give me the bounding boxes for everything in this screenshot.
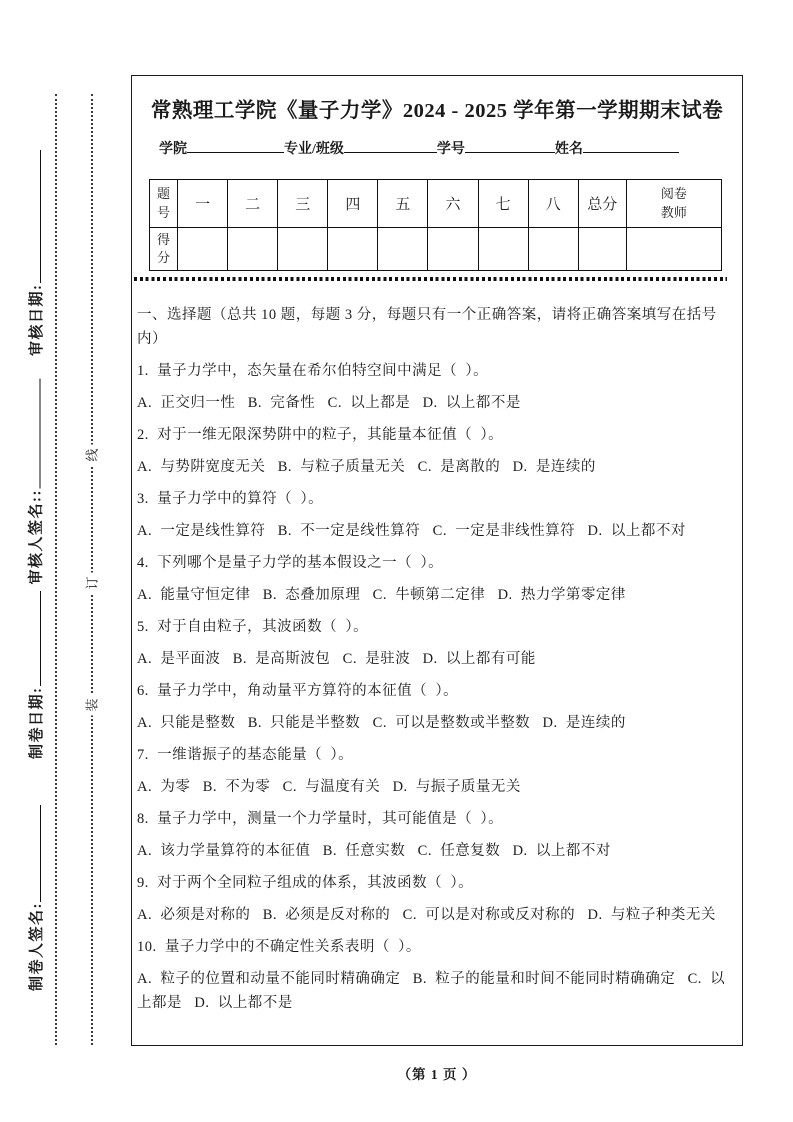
field-label-student-id: 学号 (436, 142, 465, 157)
field-label-college: 学院 (159, 142, 187, 157)
binding-char-bind: 装 (85, 694, 100, 715)
question-text: 4. 下列哪个是量子力学的基本假设之一（ ）。 (137, 555, 444, 571)
field-blank-major-class (344, 138, 437, 153)
score-cell (528, 228, 578, 271)
questions-area (137, 303, 726, 1015)
question-options: A. 与势阱宽度无关 B. 与粒子质量无关 C. 是离散的 D. 是连续的 (137, 459, 596, 475)
question-text: 8. 量子力学中，测量一个力学量时，其可能值是（ ）。 (137, 811, 504, 827)
blank-line (27, 151, 41, 284)
question-text: 5. 对于自由粒子，其波函数（ ）。 (137, 619, 369, 635)
margin-label-paper-maker-signature (27, 801, 47, 991)
exam-title: 常熟理工学院《量子力学》2024 - 2025 学年第一学期期末试卷 (150, 100, 724, 122)
column-header: 三 (278, 180, 328, 228)
score-cell (178, 228, 228, 271)
question-options: A. 是平面波 B. 是高斯波包 C. 是驻波 D. 以上都有可能 (137, 651, 536, 667)
margin-label-text: 审核日期: (29, 283, 45, 356)
exam-content-box (131, 75, 743, 1046)
column-header: 五 (378, 180, 428, 228)
score-cell-grader (626, 228, 721, 271)
blank-line (27, 379, 41, 489)
score-header: 得 分 (150, 228, 178, 271)
question-text: 9. 对于两个全同粒子组成的体系，其波函数（ ）。 (137, 875, 474, 891)
score-cell (378, 228, 428, 271)
binding-dotted-line-inner (91, 94, 93, 1045)
score-table-header-row (150, 180, 722, 228)
column-header: 六 (428, 180, 478, 228)
question-text: 10. 量子力学中的不确定性关系表明（ ）。 (137, 939, 421, 955)
score-table (149, 179, 722, 271)
binding-dotted-line-outer (55, 94, 57, 1045)
field-blank-student-id (465, 138, 555, 153)
column-header: 一 (178, 180, 228, 228)
grader-header: 阅卷 教师 (626, 180, 721, 228)
column-header: 七 (478, 180, 528, 228)
question-text: 6. 量子力学中，角动量平方算符的本征值（ ）。 (137, 683, 459, 699)
column-header-total: 总分 (578, 180, 626, 228)
margin-label-review-date (27, 146, 47, 356)
blank-line (27, 805, 41, 902)
score-cell-total (578, 228, 626, 271)
field-label-major-class: 专业/班级 (284, 142, 344, 157)
column-header: 二 (228, 180, 278, 228)
page-number: （第 1 页 ） (397, 1067, 477, 1082)
student-info-row (159, 138, 742, 158)
question-text: 1. 量子力学中，态矢量在希尔伯特空间中满足（ ）。 (137, 363, 489, 379)
score-cell (278, 228, 328, 271)
margin-label-text: 制卷人签名: (29, 902, 45, 991)
field-blank-college (187, 138, 284, 153)
margin-label-text: 制卷日期: (29, 686, 45, 759)
margin-label-text: 审核人签名:: (28, 489, 45, 585)
section-title: 一、选择题（总共 10 题，每题 3 分，每题只有一个正确答案，请将正确答案填写在括号内） (137, 307, 717, 347)
question-text: 3. 量子力学中的算符（ ）。 (137, 491, 324, 507)
score-cell (328, 228, 378, 271)
question-text: 7. 一维谐振子的基态能量（ ）。 (137, 747, 354, 763)
question-options: A. 只能是整数 B. 只能是半整数 C. 可以是整数或半整数 D. 是连续的 (137, 715, 626, 731)
dotted-separator (134, 277, 727, 281)
margin-label-reviewer-signature (27, 350, 47, 585)
question-options: A. 为零 B. 不为零 C. 与温度有关 D. 与振子质量无关 (137, 779, 521, 795)
margin-label-paper-date (27, 589, 47, 759)
column-header: 八 (528, 180, 578, 228)
question-options: A. 该力学量算符的本征值 B. 任意实数 C. 任意复数 D. 以上都不对 (137, 843, 611, 859)
blank-line (27, 592, 41, 687)
column-header: 四 (328, 180, 378, 228)
question-options: A. 粒子的位置和动量不能同时精确确定 B. 粒子的能量和时间不能同时精确确定 C. 以上都是 D. 以上都不是 (137, 971, 726, 1011)
binding-char-line: 线 (85, 444, 100, 465)
score-cell (478, 228, 528, 271)
question-text: 2. 对于一维无限深势阱中的粒子，其能量本征值（ ）。 (137, 427, 504, 443)
question-options: A. 正交归一性 B. 完备性 C. 以上都是 D. 以上都不是 (137, 395, 521, 411)
question-options: A. 必须是对称的 B. 必须是反对称的 C. 可以是对称或反对称的 D. 与粒子种类无关 (137, 907, 716, 923)
question-number-header: 题 号 (150, 180, 178, 228)
question-options: A. 能量守恒定律 B. 态叠加原理 C. 牛顿第二定律 D. 热力学第零定律 (137, 587, 626, 603)
field-label-name: 姓名 (554, 142, 583, 157)
field-blank-name (583, 138, 679, 153)
score-cell (228, 228, 278, 271)
question-options: A. 一定是线性算符 B. 不一定是线性算符 C. 一定是非线性算符 D. 以上都不对 (137, 523, 686, 539)
binding-char-staple: 订 (85, 572, 100, 593)
score-cell (428, 228, 478, 271)
score-table-score-row (150, 228, 722, 271)
